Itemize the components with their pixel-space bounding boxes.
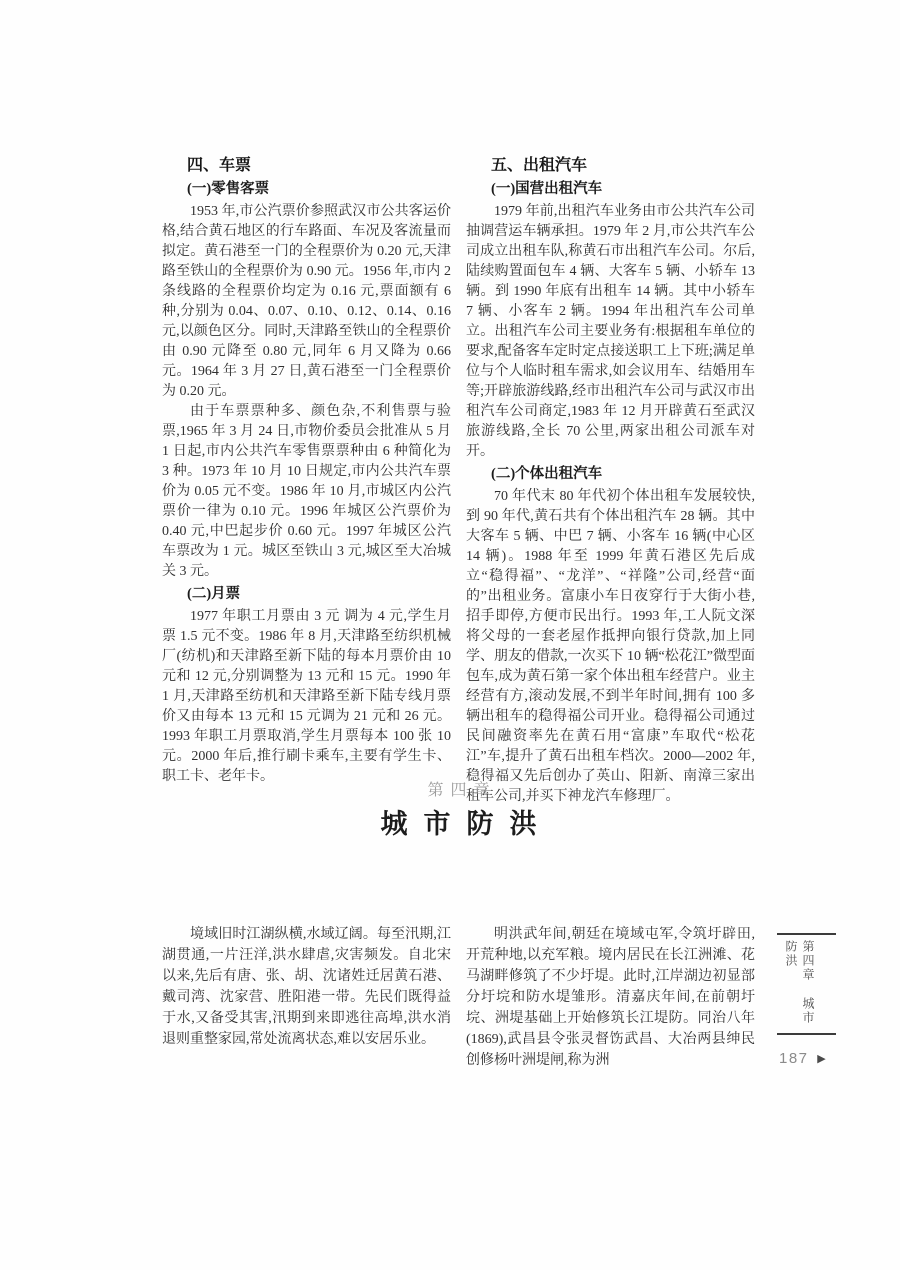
paragraph-retail-tickets-1: 1953 年,市公汽票价参照武汉市公共客运价格,结合黄石地区的行车路面、车况及客流量而拟定。黄石港至一门的全程票价为 0.20 元,天津路至铁山的全程票价为 0.90 元。1956 年,市内 2 条线路的全程票价均定为 0.16 元,票面额有 6 种,分别为 0.04、0.07、0.10、0.12、0.14、0.16 元,以颜色区分。同时,天津路至铁山的全程票价由 0.90 元降至 0.80 元,同年 6 月又降为 0.66 元。1964 年 3 月 27 日,黄石港至一门全程票价为 0.20 元。 — [162, 204, 451, 399]
paragraph-intro-right: 明洪武年间,朝廷在境域屯军,令筑圩辟田,开荒种地,以充军粮。境内居民在长江洲滩、花马湖畔修筑了不少圩堤。此时,江岸湖边初显部分圩垸和防水堤雏形。清嘉庆年间,在前朝圩垸、洲堤基础上开始修筑长江堤防。同治八年(1869),武昌县令张灵督饬武昌、大冶两县绅民创修杨叶洲堤闸,称为洲 — [466, 927, 755, 1068]
chapter-title: 城市防洪 — [380, 809, 553, 839]
paragraph-private-taxi: 70 年代末 80 年代初个体出租车发展较快,到 90 年代,黄石共有个体出租汽车 28 辆。其中大客车 5 辆、中巴 7 辆、小客车 16 辆(中心区 14 辆)。1988 年至 1999 年黄石港区先后成立“稳得福”、“龙洋”、“祥隆”公司,经营“面的”出租业务。富康小车日夜穿行于大街小巷,招手即停,方便市民出行。1993 年,工人阮文深将父母的一套老屋作抵押向银行贷款,加上同学、朋友的借款,一次买下 10 辆“松花江”微型面包车,成为黄石第一家个体出租车经营户。业主经营有方,滚动发展,不到半年时间,拥有 100 多辆出租车的稳得福公司开业。稳得福公司通过民间融资率先在黄石用“富康”车取代“松花江”车,提升了黄石出租车档次。2000—2002 年,稳得福又先后创办了英山、阳新、南漳三家出租车公司,并买下神龙汽车修理厂。 — [466, 489, 755, 804]
section-heading-tickets: 四、车票 — [187, 157, 252, 174]
tab-chapter-title: 城市防洪 — [784, 940, 815, 1025]
column-right — [466, 155, 755, 807]
section-heading-taxi: 五、出租汽车 — [491, 157, 588, 174]
paragraph-retail-tickets-2: 由于车票票种多、颜色杂,不利售票与验票,1965 年 3 月 24 日,市物价委员会批准从 5 月 1 日起,市内公共汽车零售票票种由 6 种简化为 3 种。1973 年 10 月 10 日规定,市内公共汽车票价为 0.05 元不变。1986 年 10 月,市城区内公汽票价一律为 0.10 元。1996 年城区公汽票价为 0.40 元,中巴起步价 0.60 元。1997 年城区公汽车票改为 1 元。城区至铁山 3 元,城区至大冶城关 3 元。 — [162, 404, 451, 579]
subsection-heading-monthly-pass: (二)月票 — [187, 586, 241, 602]
paragraph-monthly-pass: 1977 年职工月票由 3 元 调为 4 元,学生月票 1.5 元不变。1986 年 8 月,天津路至纺织机械厂(纺机)和天津路至新下陆的每本月票价由 10 元和 12 元,分别调整为 13 元和 15 元。1990 年 1 月,天津路至纺机和天津路至新下陆专线月票价又由每本 13 元和 15 元调为 21 元和 26 元。1993 年职工月票取消,学生月票每本 100 张 10 元。2000 年后,推行刷卡乘车,主要有学生卡、职工卡、老年卡。 — [162, 609, 451, 784]
paragraph-state-taxi: 1979 年前,出租汽车业务由市公共汽车公司抽调营运车辆承担。1979 年 2 月,市公共汽车公司成立出租车队,称黄石市出租汽车公司。尔后,陆续购置面包车 4 辆、大客车 5 辆、小轿车 13 辆。到 1990 年底有出租车 14 辆。其中小轿车 7 辆、小客车 2 辆。1994 年出租汽车公司单立。出租汽车公司主要业务有:根据租车单位的要求,配备客车定时定点接送职工上下班;满足单位与个人临时租车需求,如会议用车、结婚用车等;开辟旅游线路,经市出租汽车公司与武汉市出租汽车公司商定,1983 年 12 月开辟黄石至武汉旅游线路,全长 70 公里,两家出租公司派车对开。 — [466, 204, 755, 459]
column-left — [162, 155, 451, 787]
margin-chapter-tab — [777, 933, 836, 1035]
intro-column-left — [162, 924, 451, 1050]
page-number-value: 187 — [779, 1050, 809, 1067]
page-arrow-icon: ▶ — [817, 1053, 826, 1065]
tab-chapter-number: 第四章 — [801, 940, 815, 982]
paragraph-intro-left: 境域旧时江湖纵横,水域辽阔。每至汛期,江湖贯通,一片汪洋,洪水肆虐,灾害频发。自北宋以来,先后有唐、张、胡、沈诸姓迁居黄石港、戴司湾、沈家营、胜阳港一带。先民们既得益于水,又备受其害,汛期到来即逃往高埠,洪水消退则重整家园,常处流离状态,难以安居乐业。 — [162, 927, 451, 1047]
tab-vertical-text — [783, 940, 817, 1030]
tab-rule-bottom — [777, 1033, 836, 1035]
chapter-number-label: 第四章 — [427, 782, 497, 799]
subsection-heading-retail-tickets: (一)零售客票 — [187, 181, 270, 197]
subsection-heading-private-taxi: (二)个体出租汽车 — [491, 466, 603, 482]
chapter-heading-block — [162, 782, 755, 839]
tab-rule-top — [777, 933, 836, 935]
intro-column-right — [466, 924, 755, 1071]
subsection-heading-state-taxi: (一)国营出租汽车 — [491, 181, 603, 197]
page-number — [779, 1050, 826, 1067]
